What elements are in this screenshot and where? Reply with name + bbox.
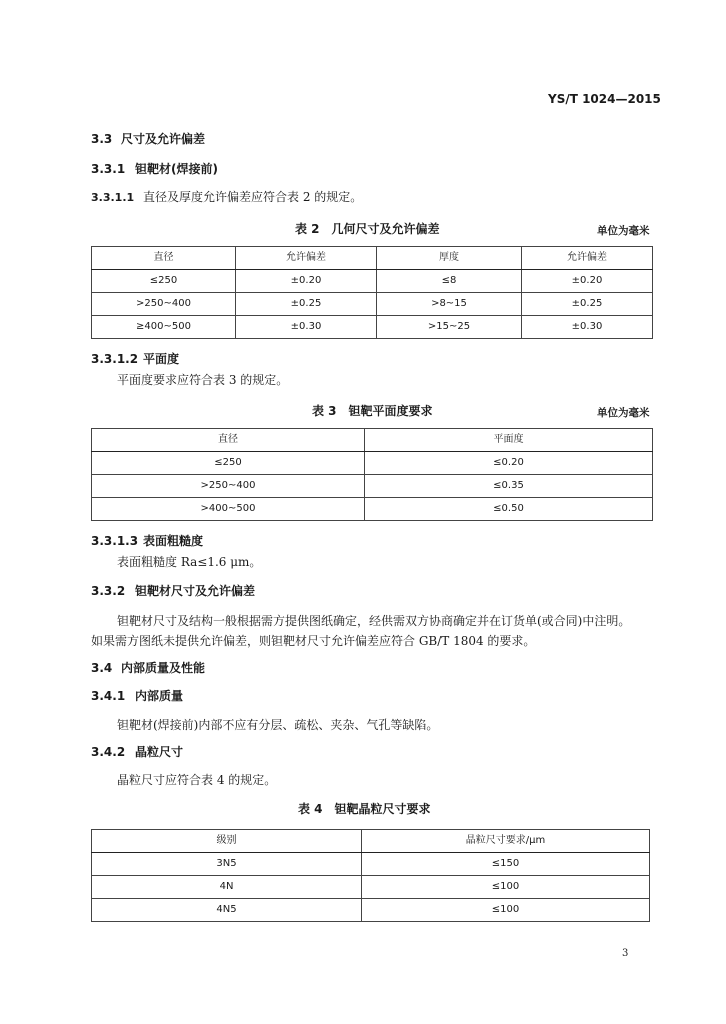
section-3-3-2-line1: 钽靶材尺寸及结构一般根据需方提供图纸确定，经供需双方协商确定并在订货单(或合同)中注明。	[117, 614, 631, 628]
table-row	[92, 270, 653, 293]
table3-unit: 单位为毫米	[597, 407, 650, 419]
table-cell: ≤250	[92, 452, 365, 475]
section-3-3-1-2-heading	[91, 350, 179, 367]
header-cell: 允许偏差	[522, 247, 653, 270]
table3-caption: 表 3 钽靶平面度要求	[312, 404, 433, 418]
table-cell: >15~25	[377, 316, 522, 339]
table-header-row	[92, 429, 653, 452]
table-row	[92, 293, 653, 316]
section-title: 尺寸及允许偏差	[121, 132, 206, 146]
table-row	[92, 316, 653, 339]
table2-caption: 表 2 几何尺寸及允许偏差	[295, 222, 440, 236]
section-title: 表面粗糙度	[143, 534, 204, 548]
table-row	[92, 876, 650, 899]
table-cell: ±0.30	[522, 316, 653, 339]
header-cell: 直径	[92, 247, 236, 270]
table-row	[92, 498, 653, 521]
table-row	[92, 899, 650, 922]
table-cell: 4N5	[92, 899, 362, 922]
section-text: 直径及厚度允许偏差应符合表 2 的规定。	[143, 190, 363, 204]
section-number: 3.3.1	[91, 162, 126, 176]
header-cell: 平面度	[365, 429, 653, 452]
page-number: 3	[622, 948, 629, 959]
section-3-4-2-text: 晶粒尺寸应符合表 4 的规定。	[117, 773, 277, 787]
table-cell: ≤150	[362, 853, 650, 876]
table3	[91, 428, 653, 521]
section-number: 3.3.1.1	[91, 191, 135, 204]
table-cell: ±0.20	[522, 270, 653, 293]
section-title: 内部质量及性能	[121, 661, 206, 675]
section-3-3-1-3-heading	[91, 532, 203, 549]
header-cell: 允许偏差	[236, 247, 377, 270]
header-cell: 晶粒尺寸要求/μm	[362, 830, 650, 853]
table-cell: ±0.25	[236, 293, 377, 316]
section-3-4-2-heading	[91, 743, 183, 760]
table-row	[92, 452, 653, 475]
table-cell: ≤0.35	[365, 475, 653, 498]
table2-unit: 单位为毫米	[597, 225, 650, 237]
table-cell: >8~15	[377, 293, 522, 316]
section-3-3-2-line2: 如果需方图纸未提供允许偏差，则钽靶材尺寸允许偏差应符合 GB/T 1804 的要求。	[91, 634, 536, 648]
table-cell: ±0.25	[522, 293, 653, 316]
section-3-4-1-heading	[91, 687, 183, 704]
table4-caption: 表 4 钽靶晶粒尺寸要求	[298, 802, 431, 816]
section-number: 3.4.1	[91, 689, 126, 703]
standard-number: YS/T 1024—2015	[548, 92, 661, 106]
table-cell: ≤8	[377, 270, 522, 293]
table-cell: ≤0.50	[365, 498, 653, 521]
table-cell: 3N5	[92, 853, 362, 876]
section-3-3-heading	[91, 130, 205, 147]
table4	[91, 829, 650, 922]
table-cell: ±0.20	[236, 270, 377, 293]
table-cell: 4N	[92, 876, 362, 899]
section-3-3-1-heading	[91, 160, 218, 177]
section-number: 3.4.2	[91, 745, 126, 759]
table-cell: ≥400~500	[92, 316, 236, 339]
table-row	[92, 475, 653, 498]
section-number: 3.3.1.3	[91, 534, 139, 548]
table-row	[92, 853, 650, 876]
section-number: 3.4	[91, 661, 113, 675]
section-3-3-1-3-text: 表面粗糙度 Ra≤1.6 μm。	[117, 555, 262, 569]
header-cell: 级别	[92, 830, 362, 853]
table-cell: ±0.30	[236, 316, 377, 339]
section-number: 3.3.1.2	[91, 352, 139, 366]
section-3-3-1-1	[91, 188, 362, 205]
table-header-row	[92, 247, 653, 270]
table-cell: ≤100	[362, 876, 650, 899]
table-cell: ≤0.20	[365, 452, 653, 475]
section-title: 钽靶材(焊接前)	[135, 162, 218, 176]
table2	[91, 246, 653, 339]
section-3-4-heading	[91, 659, 205, 676]
table-cell: ≤100	[362, 899, 650, 922]
table-header-row	[92, 830, 650, 853]
header-cell: 直径	[92, 429, 365, 452]
section-3-4-1-text: 钽靶材(焊接前)内部不应有分层、疏松、夹杂、气孔等缺陷。	[117, 718, 439, 732]
table-cell: ≤250	[92, 270, 236, 293]
header-cell: 厚度	[377, 247, 522, 270]
section-number: 3.3.2	[91, 584, 126, 598]
table-cell: >250~400	[92, 293, 236, 316]
section-title: 内部质量	[135, 689, 184, 703]
table-cell: >400~500	[92, 498, 365, 521]
section-title: 平面度	[143, 352, 180, 366]
section-number: 3.3	[91, 132, 113, 146]
table-cell: >250~400	[92, 475, 365, 498]
section-3-3-2-heading	[91, 582, 255, 599]
section-3-3-1-2-text: 平面度要求应符合表 3 的规定。	[117, 373, 289, 387]
section-title: 晶粒尺寸	[135, 745, 184, 759]
section-title: 钽靶材尺寸及允许偏差	[135, 584, 256, 598]
